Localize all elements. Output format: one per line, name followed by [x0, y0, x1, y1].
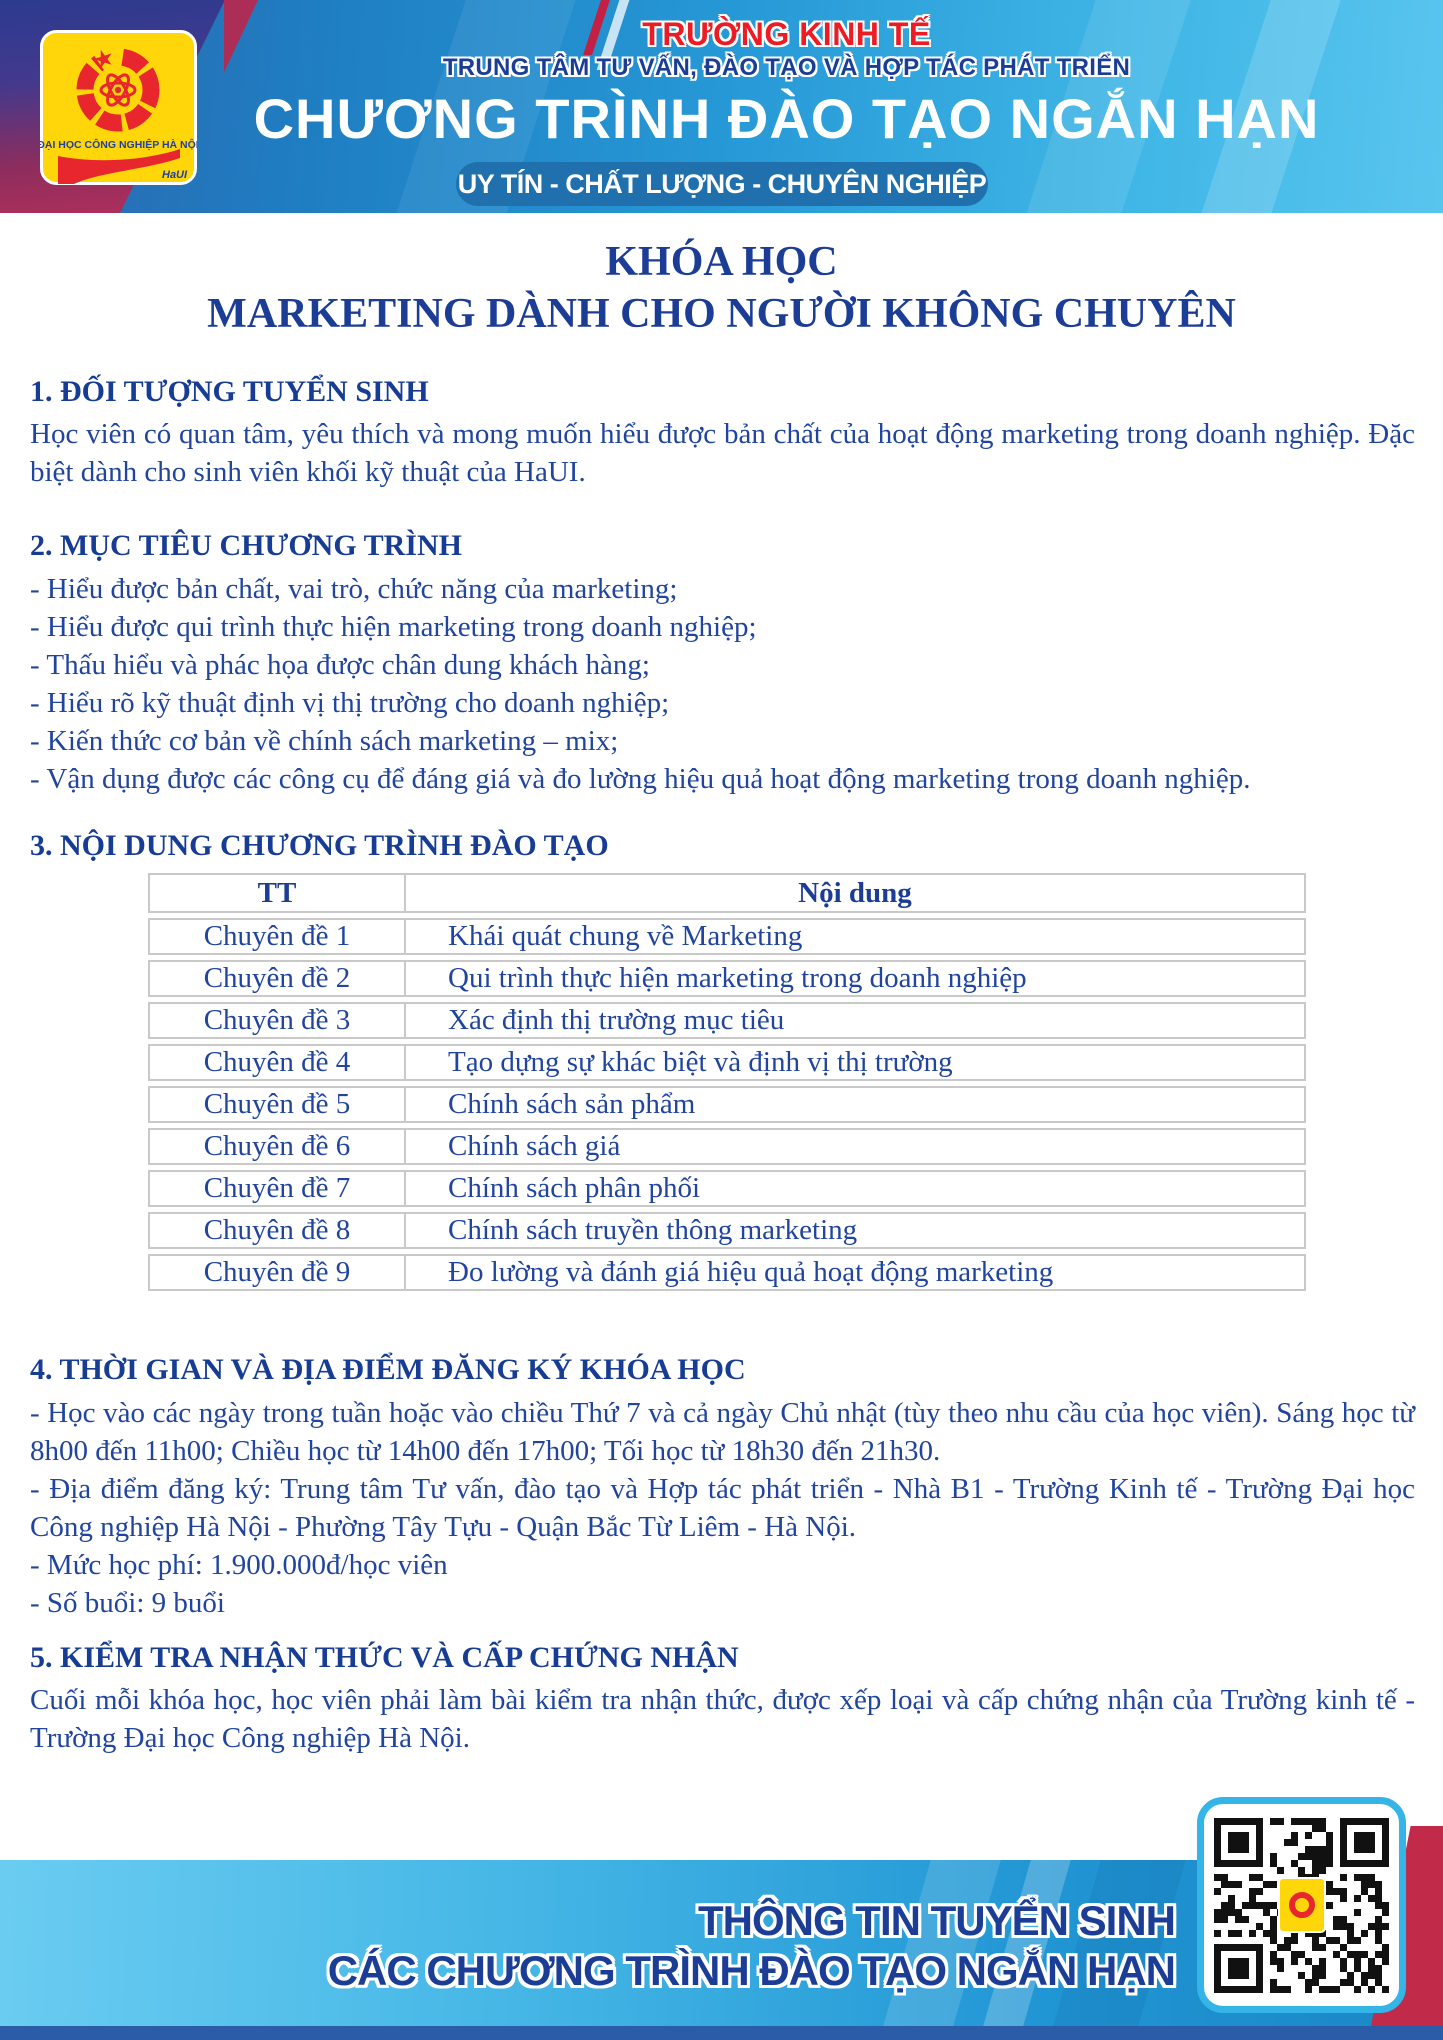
section-2-bullets [30, 570, 1415, 798]
section-kiem-tra [0, 1638, 1443, 1757]
table-row [148, 960, 1306, 997]
table-cell-tt: Chuyên đề 7 [148, 1170, 406, 1207]
bullet-line: - Kiến thức cơ bản về chính sách marketing – mix; [30, 725, 619, 757]
table-row [148, 1212, 1306, 1249]
table-cell-tt: Chuyên đề 8 [148, 1212, 406, 1249]
table-cell-noidung: Chính sách phân phối [406, 1170, 1306, 1207]
table-row [148, 1044, 1306, 1081]
bullet-line: - Địa điểm đăng ký: Trung tâm Tư vấn, đào tạo và Hợp tác phát triển - Nhà B1 - Trường Kinh tế - Trường Đại học Công nghiệp Hà Nội - Phường Tây Tựu - Quận Bắc Từ Liêm - Hà Nội. [30, 1473, 1415, 1543]
logo-star-icon: ★ [89, 44, 119, 76]
section-1-heading: 1. ĐỐI TƯỢNG TUYỂN SINH [30, 375, 429, 408]
section-4-bullets [30, 1394, 1415, 1622]
footer-line2: CÁC CHƯƠNG TRÌNH ĐÀO TẠO NGẮN HẠN [327, 1947, 1175, 1994]
table-cell-tt: Chuyên đề 1 [148, 918, 406, 955]
course-title-line1: KHÓA HỌC [605, 239, 838, 285]
course-title [0, 236, 1443, 340]
course-title-line2: MARKETING DÀNH CHO NGƯỜI KHÔNG CHUYÊN [207, 291, 1236, 337]
table-cell-noidung: Đo lường và đánh giá hiệu quả hoạt động marketing [406, 1254, 1306, 1291]
header-banner [0, 0, 1443, 213]
qr-logo-ring-icon [1289, 1892, 1315, 1918]
qr-code [1214, 1818, 1389, 1993]
table-header-noidung: Nội dung [406, 873, 1306, 913]
university-logo-graphic [40, 30, 197, 185]
center-name: TRUNG TÂM TƯ VẤN, ĐÀO TẠO VÀ HỢP TÁC PHÁT TRIỂN [442, 54, 1131, 81]
bullet-line: - Hiểu được qui trình thực hiện marketing trong doanh nghiệp; [30, 611, 757, 643]
section-5-heading: 5. KIỂM TRA NHẬN THỨC VÀ CẤP CHỨNG NHẬN [30, 1641, 739, 1674]
section-thoi-gian [0, 1350, 1443, 1622]
table-row [148, 1128, 1306, 1165]
slogan-band: UY TÍN - CHẤT LƯỢNG - CHUYÊN NGHIỆP [456, 162, 988, 206]
university-logo [40, 30, 197, 185]
footer-text [328, 1896, 1175, 1996]
section-1-body: Học viên có quan tâm, yêu thích và mong muốn hiểu được bản chất của hoạt động marketing trong doanh nghiệp. Đặc biệt dành cho sinh viên khối kỹ thuật của HaUI. [30, 418, 1415, 488]
table-header-tt: TT [148, 873, 406, 913]
table-row [148, 1170, 1306, 1207]
table-cell-tt: Chuyên đề 4 [148, 1044, 406, 1081]
qr-card [1197, 1797, 1406, 2013]
table-cell-tt: Chuyên đề 2 [148, 960, 406, 997]
table-cell-noidung: Qui trình thực hiện marketing trong doanh nghiệp [406, 960, 1306, 997]
table-cell-tt: Chuyên đề 5 [148, 1086, 406, 1123]
table-header-row [148, 873, 1306, 913]
section-2-heading: 2. MỤC TIÊU CHƯƠNG TRÌNH [30, 529, 462, 562]
table-cell-noidung: Chính sách truyền thông marketing [406, 1212, 1306, 1249]
program-title: CHƯƠNG TRÌNH ĐÀO TẠO NGẮN HẠN [253, 87, 1320, 150]
table-cell-noidung: Xác định thị trường mục tiêu [406, 1002, 1306, 1039]
table-cell-noidung: Chính sách sản phẩm [406, 1086, 1306, 1123]
table-cell-tt: Chuyên đề 3 [148, 1002, 406, 1039]
section-doi-tuong [0, 372, 1443, 491]
section-4-heading: 4. THỜI GIAN VÀ ĐỊA ĐIỂM ĐĂNG KÝ KHÓA HỌC [30, 1353, 746, 1386]
table-row [148, 918, 1306, 955]
bullet-line: - Hiểu rõ kỹ thuật định vị thị trường cho doanh nghiệp; [30, 687, 670, 719]
bullet-line: - Thấu hiểu và phác họa được chân dung khách hàng; [30, 649, 650, 681]
table-row [148, 1086, 1306, 1123]
bullet-line: - Hiểu được bản chất, vai trò, chức năng của marketing; [30, 573, 678, 605]
footer-line1: THÔNG TIN TUYỂN SINH [697, 1897, 1175, 1944]
section-5-body: Cuối mỗi khóa học, học viên phải làm bài kiểm tra nhận thức, được xếp loại và cấp chứng nhận của Trường kinh tế - Trường Đại học Công nghiệp Hà Nội. [30, 1684, 1415, 1754]
section-muc-tieu [0, 526, 1443, 798]
footer-bottom-strip [0, 2026, 1443, 2040]
school-name: TRƯỜNG KINH TẾ [642, 16, 931, 52]
logo-abbr: HaUI [162, 169, 188, 181]
logo-university-name: ĐẠI HỌC CÔNG NGHIỆP HÀ NỘI [40, 139, 197, 151]
bullet-line: - Mức học phí: 1.900.000đ/học viên [30, 1549, 448, 1581]
table-cell-tt: Chuyên đề 6 [148, 1128, 406, 1165]
table-cell-tt: Chuyên đề 9 [148, 1254, 406, 1291]
bullet-line: - Số buổi: 9 buổi [30, 1587, 225, 1619]
table-row [148, 1002, 1306, 1039]
table-cell-noidung: Chính sách giá [406, 1128, 1306, 1165]
table-row [148, 1254, 1306, 1291]
table-cell-noidung: Tạo dựng sự khác biệt và định vị thị trường [406, 1044, 1306, 1081]
section-3-heading: 3. NỘI DUNG CHƯƠNG TRÌNH ĐÀO TẠO [30, 829, 609, 862]
table-cell-noidung: Khái quát chung về Marketing [406, 918, 1306, 955]
qr-center-logo [1278, 1877, 1326, 1933]
bullet-line: - Học vào các ngày trong tuần hoặc vào chiều Thứ 7 và cả ngày Chủ nhật (tùy theo nhu cầu của học viên). Sáng học từ 8h00 đến 11h00; Chiều học từ 14h00 đến 17h00; Tối học từ 18h30 đến 21h30. [30, 1397, 1415, 1467]
bullet-line: - Vận dụng được các công cụ để đáng giá và đo lường hiệu quả hoạt động marketing trong doanh nghiệp. [30, 763, 1251, 795]
curriculum-table [148, 868, 1306, 1296]
section-noi-dung [0, 826, 1443, 1296]
